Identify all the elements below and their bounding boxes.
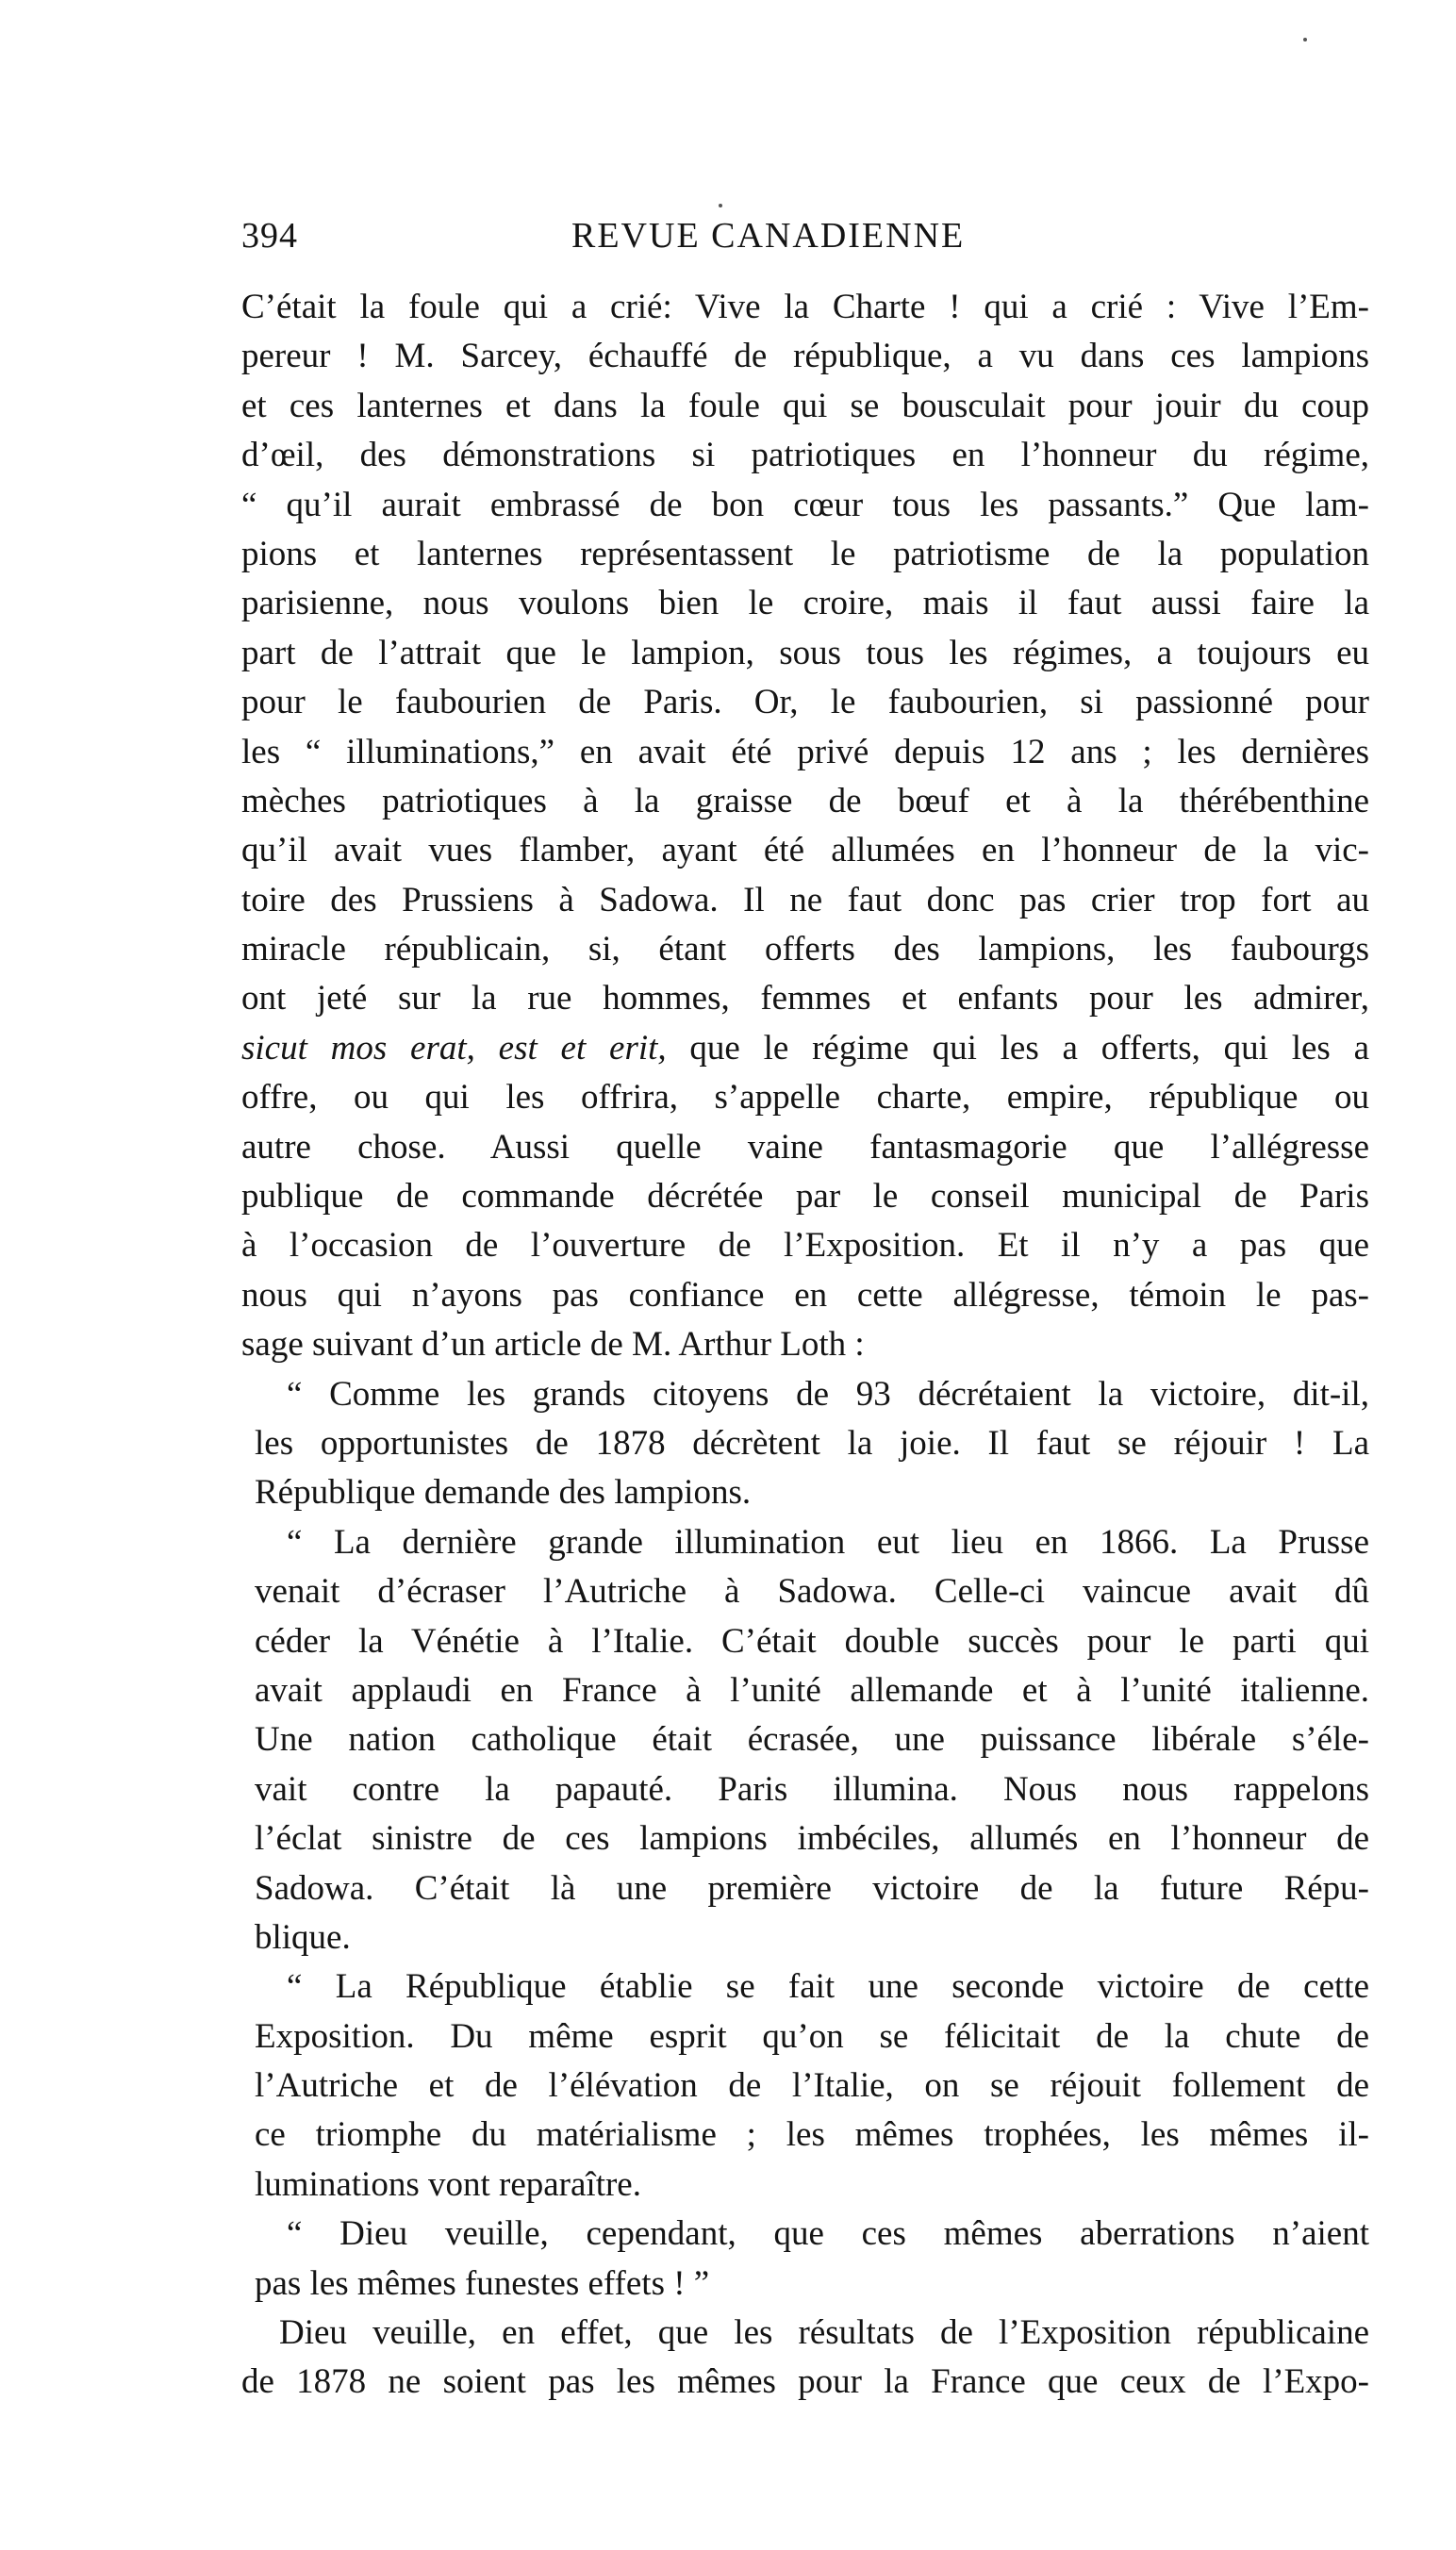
text-line: C’était la foule qui a crié: Vive la Charte ! qui a crié : Vive l’Em- [241,288,1369,326]
text-line: ce triomphe du matérialisme ; les mêmes trophées, les mêmes il- [255,2115,1369,2155]
text-line: offre, ou qui les offrira, s’appelle charte, empire, république ou [241,1078,1369,1118]
text-line: céder la Vénétie à l’Italie. C’était double succès pour le parti qui [255,1621,1369,1661]
text-line: vait contre la papauté. Paris illumina. Nous nous rappelons [255,1769,1369,1809]
text-line: les “ illuminations,” en avait été privé depuis 12 ans ; les dernières [241,732,1369,771]
text-line: luminations vont reparaître. [255,2164,641,2204]
text-line: parisienne, nous voulons bien le croire, mais il faut aussi faire la [241,584,1369,623]
text-line: venait d’écraser l’Autriche à Sadowa. Celle-ci vaincue avait dû [255,1572,1369,1612]
text-line: toire des Prussiens à Sadowa. Il ne faut donc pas crier trop fort au [241,880,1369,919]
text-line: l’éclat sinistre de ces lampions imbéciles, allumés en l’honneur de [255,1819,1369,1859]
text-line: miracle républicain, si, étant offerts des lampions, les faubourgs [241,930,1369,969]
text-line: Sadowa. C’était là une première victoire de la future Répu- [255,1868,1369,1908]
text-line: Une nation catholique était écrasée, une puissance libérale s’éle- [255,1720,1369,1760]
text-line: à l’occasion de l’ouverture de l’Exposition. Et il n’y a pas que [241,1226,1369,1266]
text-line: pour le faubourien de Paris. Or, le faubourien, si passionné pour [241,683,1369,722]
text-line-with-italic [241,1024,1369,1073]
page-number: 394 [241,216,298,256]
paragraph [241,2309,1369,2408]
paragraph [241,283,1369,1370]
text-line: “ qu’il aurait embrassé de bon cœur tous les passants.” Que lam- [241,485,1369,524]
italic-phrase: sicut mos erat, est et erit, [241,1028,667,1068]
text-line: “ Comme les grands citoyens de 93 décrétaient la victoire, dit-il, [287,1374,1369,1414]
text-line: Dieu veuille, en effet, que les résultats de l’Exposition républicaine [279,2313,1369,2353]
body-text [241,283,1369,2408]
ink-speck [1303,38,1307,41]
text-line: pas les mêmes funestes effets ! ” [255,2263,710,2303]
text-line: “ La dernière grande illumination eut lieu en 1866. La Prusse [287,1522,1369,1562]
text-line: de 1878 ne soient pas les mêmes pour la France que ceux de l’Expo- [241,2362,1369,2402]
text-line: “ Dieu veuille, cependant, que ces mêmes aberrations n’aient [287,2214,1369,2254]
text-line: Exposition. Du même esprit qu’on se félicitait de la chute de [255,2016,1369,2056]
text-line: autre chose. Aussi quelle vaine fantasmagorie que l’allégresse [241,1127,1369,1167]
text-line: pereur ! M. Sarcey, échauffé de république, a vu dans ces lampions [241,337,1369,376]
text-line: pions et lanternes représentassent le patriotisme de la population [241,534,1369,573]
text-line: ont jeté sur la rue hommes, femmes et enfants pour les admirer, [241,979,1369,1018]
text-line: mèches patriotiques à la graisse de bœuf et à la thérébenthine [241,781,1369,820]
text-line: qu’il avait vues flamber, ayant été allumées en l’honneur de la vic- [241,831,1369,870]
text-line: “ La République établie se fait une seconde victoire de cette [287,1967,1369,2007]
quoted-paragraph [241,1518,1369,1963]
quoted-paragraph [241,2210,1369,2309]
text-line: avait applaudi en France à l’unité allemande et à l’unité italienne. [255,1670,1369,1710]
quoted-paragraph [241,1962,1369,2210]
text-line: publique de commande décrétée par le conseil municipal de Paris [241,1177,1369,1217]
text-line: d’œil, des démonstrations si patriotiques en l’honneur du régime, [241,436,1369,475]
text-line: les opportunistes de 1878 décrètent la joie. Il faut se réjouir ! La [255,1423,1369,1463]
text-line: République demande des lampions. [255,1473,752,1513]
text-line: blique. [255,1917,351,1957]
text-line: sage suivant d’un article de M. Arthur Loth : [241,1325,865,1365]
running-head: REVUE CANADIENNE [571,216,966,256]
text-line: part de l’attrait que le lampion, sous tous les régimes, a toujours eu [241,633,1369,672]
text-line: nous qui n’ayons pas confiance en cette allégresse, témoin le pas- [241,1275,1369,1315]
text-line: et ces lanternes et dans la foule qui se bousculait pour jouir du coup [241,386,1369,425]
ink-speck [719,204,722,207]
text-line: l’Autriche et de l’élévation de l’Italie, on se réjouit follement de [255,2066,1369,2106]
text-fragment: que le régime qui les a offerts, qui les a [666,1028,1369,1068]
page-header [241,215,996,272]
quoted-paragraph [241,1370,1369,1518]
